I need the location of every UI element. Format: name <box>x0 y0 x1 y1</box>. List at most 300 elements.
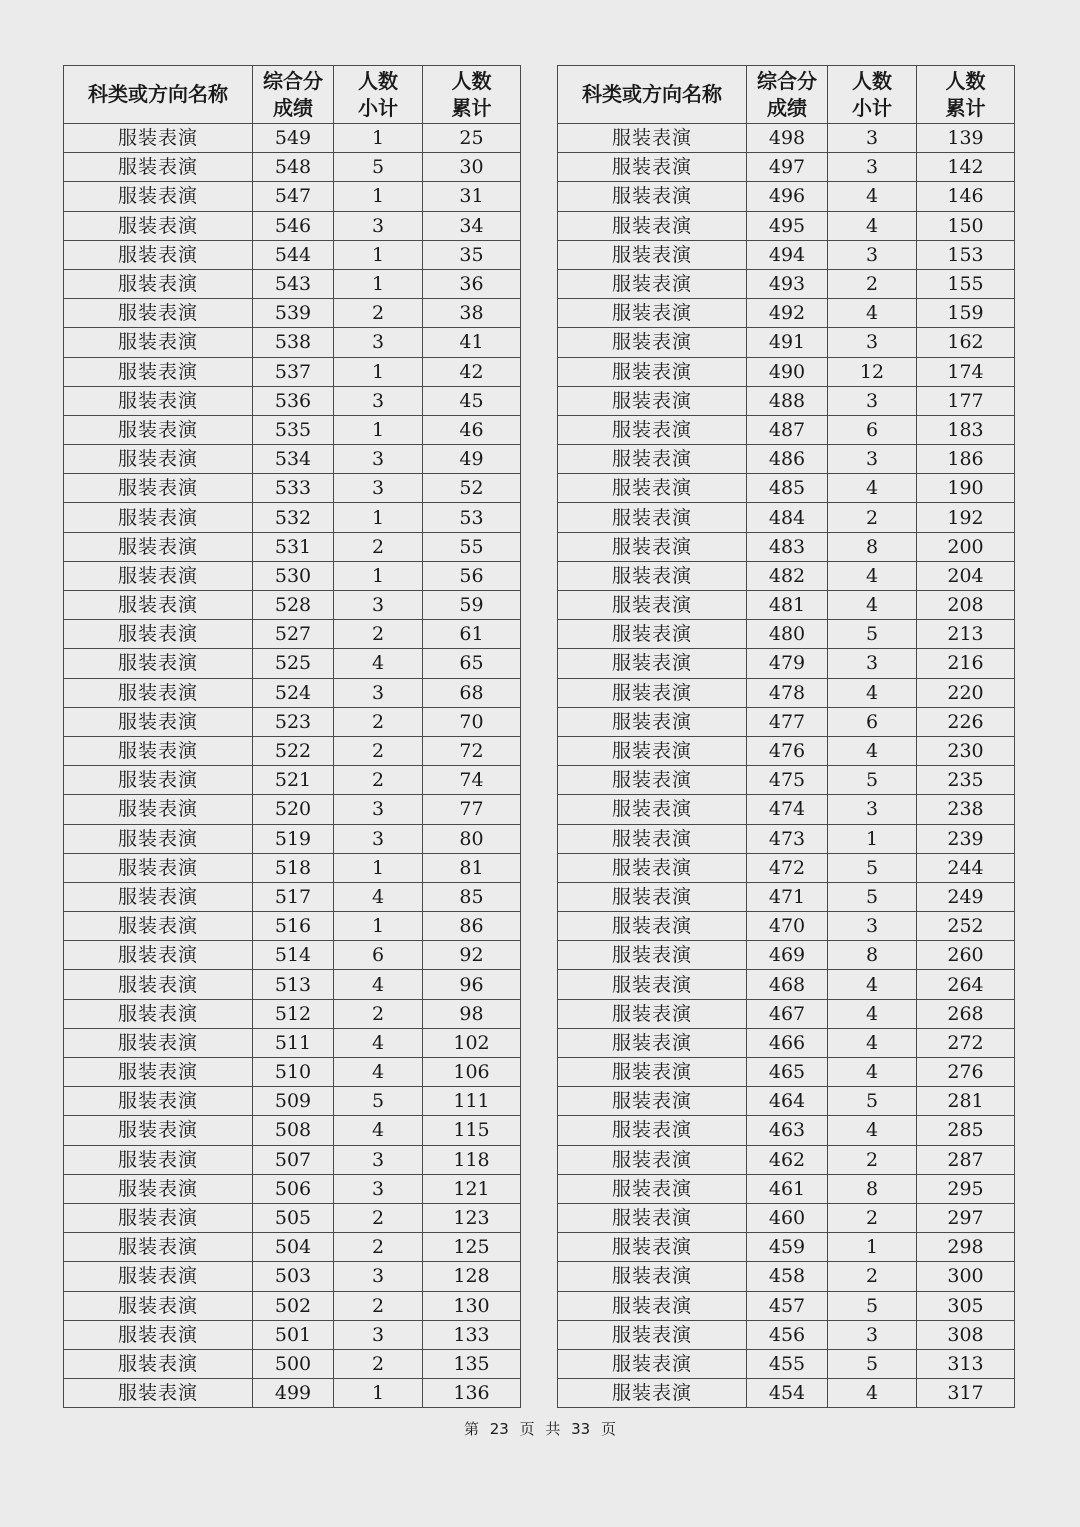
table-row <box>64 328 521 357</box>
cell-score: 482 <box>747 561 828 590</box>
cell-major-name: 服装表演 <box>64 1379 253 1408</box>
cell-cumulative: 300 <box>917 1262 1015 1291</box>
cell-cumulative: 204 <box>917 561 1015 590</box>
cell-major-name: 服装表演 <box>558 1291 747 1320</box>
cell-score: 547 <box>253 182 334 211</box>
table-row <box>64 1262 521 1291</box>
table-row <box>558 1233 1015 1262</box>
cell-count: 3 <box>334 795 423 824</box>
header-cumulative-line2: 累计 <box>451 95 492 120</box>
cell-cumulative: 98 <box>423 999 521 1028</box>
header-count-line2: 小计 <box>358 95 398 120</box>
cell-count: 3 <box>828 386 917 415</box>
cell-count: 4 <box>828 1116 917 1145</box>
cell-count: 4 <box>828 678 917 707</box>
cell-cumulative: 59 <box>423 591 521 620</box>
cell-score: 481 <box>747 591 828 620</box>
cell-count: 1 <box>828 1233 917 1262</box>
header-cumulative-line1: 人数 <box>451 68 492 93</box>
cell-major-name: 服装表演 <box>64 1262 253 1291</box>
table-row <box>558 707 1015 736</box>
cell-count: 3 <box>334 1262 423 1291</box>
cell-score: 536 <box>253 386 334 415</box>
cell-cumulative: 190 <box>917 474 1015 503</box>
cell-count: 3 <box>334 211 423 240</box>
cell-cumulative: 153 <box>917 240 1015 269</box>
cell-count: 3 <box>334 1145 423 1174</box>
cell-score: 464 <box>747 1087 828 1116</box>
page-footer: 第 23 页 共 33 页 <box>463 1420 616 1438</box>
cell-cumulative: 142 <box>917 153 1015 182</box>
cell-major-name: 服装表演 <box>558 707 747 736</box>
cell-count: 1 <box>334 503 423 532</box>
cell-count: 4 <box>828 1058 917 1087</box>
score-table-left <box>63 65 521 1408</box>
cell-score: 530 <box>253 561 334 590</box>
table-row <box>64 1203 521 1232</box>
cell-count: 2 <box>334 1349 423 1378</box>
cell-cumulative: 133 <box>423 1320 521 1349</box>
table-row <box>64 269 521 298</box>
cell-cumulative: 56 <box>423 561 521 590</box>
cell-count: 3 <box>828 240 917 269</box>
cell-count: 5 <box>828 853 917 882</box>
cell-major-name: 服装表演 <box>558 357 747 386</box>
cell-major-name: 服装表演 <box>64 941 253 970</box>
cell-score: 524 <box>253 678 334 707</box>
cell-major-name: 服装表演 <box>64 1349 253 1378</box>
cell-cumulative: 183 <box>917 415 1015 444</box>
cell-score: 523 <box>253 707 334 736</box>
cell-score: 520 <box>253 795 334 824</box>
cell-count: 8 <box>828 532 917 561</box>
cell-major-name: 服装表演 <box>558 1233 747 1262</box>
cell-score: 543 <box>253 269 334 298</box>
cell-score: 477 <box>747 707 828 736</box>
cell-cumulative: 77 <box>423 795 521 824</box>
cell-major-name: 服装表演 <box>64 1087 253 1116</box>
cell-cumulative: 235 <box>917 766 1015 795</box>
cell-major-name: 服装表演 <box>558 882 747 911</box>
table-row <box>558 1262 1015 1291</box>
cell-count: 4 <box>334 882 423 911</box>
cell-cumulative: 125 <box>423 1233 521 1262</box>
cell-cumulative: 65 <box>423 649 521 678</box>
cell-count: 4 <box>828 1028 917 1057</box>
cell-cumulative: 159 <box>917 299 1015 328</box>
cell-major-name: 服装表演 <box>558 824 747 853</box>
table-row <box>64 999 521 1028</box>
cell-major-name: 服装表演 <box>558 1087 747 1116</box>
cell-score: 455 <box>747 1349 828 1378</box>
cell-score: 485 <box>747 474 828 503</box>
cell-count: 4 <box>828 474 917 503</box>
header-count-line2: 小计 <box>852 95 892 120</box>
cell-major-name: 服装表演 <box>64 1233 253 1262</box>
table-row <box>64 736 521 765</box>
cell-count: 3 <box>828 328 917 357</box>
cell-cumulative: 177 <box>917 386 1015 415</box>
cell-major-name: 服装表演 <box>558 1116 747 1145</box>
cell-score: 532 <box>253 503 334 532</box>
cell-count: 3 <box>828 124 917 153</box>
cell-cumulative: 118 <box>423 1145 521 1174</box>
cell-cumulative: 298 <box>917 1233 1015 1262</box>
cell-count: 3 <box>334 386 423 415</box>
cell-count: 2 <box>334 999 423 1028</box>
cell-score: 510 <box>253 1058 334 1087</box>
cell-major-name: 服装表演 <box>64 999 253 1028</box>
cell-score: 463 <box>747 1116 828 1145</box>
cell-cumulative: 200 <box>917 532 1015 561</box>
cell-score: 473 <box>747 824 828 853</box>
cell-cumulative: 260 <box>917 941 1015 970</box>
cell-count: 6 <box>828 415 917 444</box>
cell-cumulative: 136 <box>423 1379 521 1408</box>
table-row <box>64 1028 521 1057</box>
cell-cumulative: 238 <box>917 795 1015 824</box>
table-row <box>558 941 1015 970</box>
cell-major-name: 服装表演 <box>64 970 253 999</box>
table-row <box>64 357 521 386</box>
header-count <box>828 66 917 124</box>
cell-major-name: 服装表演 <box>558 211 747 240</box>
cell-score: 488 <box>747 386 828 415</box>
cell-cumulative: 41 <box>423 328 521 357</box>
cell-cumulative: 36 <box>423 269 521 298</box>
cell-cumulative: 244 <box>917 853 1015 882</box>
cell-major-name: 服装表演 <box>558 970 747 999</box>
cell-score: 494 <box>747 240 828 269</box>
cell-major-name: 服装表演 <box>558 269 747 298</box>
cell-major-name: 服装表演 <box>64 1116 253 1145</box>
cell-major-name: 服装表演 <box>558 1058 747 1087</box>
cell-cumulative: 295 <box>917 1174 1015 1203</box>
cell-score: 535 <box>253 415 334 444</box>
cell-major-name: 服装表演 <box>64 707 253 736</box>
table-row <box>558 912 1015 941</box>
cell-count: 3 <box>828 153 917 182</box>
cell-major-name: 服装表演 <box>64 1028 253 1057</box>
table-row <box>64 707 521 736</box>
cell-cumulative: 74 <box>423 766 521 795</box>
cell-count: 1 <box>828 824 917 853</box>
table-row <box>558 182 1015 211</box>
cell-major-name: 服装表演 <box>64 124 253 153</box>
table-row <box>64 1233 521 1262</box>
table-row <box>64 766 521 795</box>
table-row <box>64 124 521 153</box>
cell-score: 527 <box>253 620 334 649</box>
cell-count: 2 <box>334 766 423 795</box>
header-count-line1: 人数 <box>358 68 398 93</box>
cell-count: 4 <box>828 182 917 211</box>
cell-score: 538 <box>253 328 334 357</box>
cell-count: 2 <box>828 1145 917 1174</box>
cell-cumulative: 35 <box>423 240 521 269</box>
cell-cumulative: 61 <box>423 620 521 649</box>
cell-count: 2 <box>334 736 423 765</box>
table-row <box>558 882 1015 911</box>
table-row <box>64 240 521 269</box>
cell-count: 1 <box>334 853 423 882</box>
cell-count: 2 <box>334 1233 423 1262</box>
cell-score: 544 <box>253 240 334 269</box>
table-row <box>558 415 1015 444</box>
cell-major-name: 服装表演 <box>64 299 253 328</box>
cell-count: 2 <box>828 503 917 532</box>
cell-score: 531 <box>253 532 334 561</box>
cell-count: 4 <box>334 1028 423 1057</box>
cell-count: 8 <box>828 1174 917 1203</box>
cell-count: 1 <box>334 124 423 153</box>
cell-major-name: 服装表演 <box>558 240 747 269</box>
cell-cumulative: 186 <box>917 445 1015 474</box>
table-row <box>558 1058 1015 1087</box>
cell-score: 508 <box>253 1116 334 1145</box>
table-row <box>64 1145 521 1174</box>
cell-major-name: 服装表演 <box>558 561 747 590</box>
header-score <box>747 66 828 124</box>
cell-count: 3 <box>828 795 917 824</box>
cell-major-name: 服装表演 <box>558 299 747 328</box>
cell-score: 487 <box>747 415 828 444</box>
cell-count: 5 <box>334 1087 423 1116</box>
table-row <box>64 1291 521 1320</box>
table-row <box>64 1058 521 1087</box>
cell-cumulative: 52 <box>423 474 521 503</box>
cell-major-name: 服装表演 <box>558 591 747 620</box>
cell-score: 511 <box>253 1028 334 1057</box>
cell-cumulative: 192 <box>917 503 1015 532</box>
cell-major-name: 服装表演 <box>64 1203 253 1232</box>
cell-count: 3 <box>334 474 423 503</box>
table-row <box>558 1379 1015 1408</box>
table-row <box>64 970 521 999</box>
cell-score: 458 <box>747 1262 828 1291</box>
cell-count: 1 <box>334 1379 423 1408</box>
cell-score: 499 <box>253 1379 334 1408</box>
cell-major-name: 服装表演 <box>64 649 253 678</box>
cell-score: 548 <box>253 153 334 182</box>
cell-count: 5 <box>828 1349 917 1378</box>
table-row <box>64 1116 521 1145</box>
cell-count: 2 <box>334 707 423 736</box>
cell-cumulative: 305 <box>917 1291 1015 1320</box>
header-name: 科类或方向名称 <box>558 66 747 124</box>
cell-major-name: 服装表演 <box>558 795 747 824</box>
cell-count: 4 <box>828 561 917 590</box>
cell-cumulative: 272 <box>917 1028 1015 1057</box>
cell-cumulative: 38 <box>423 299 521 328</box>
header-name: 科类或方向名称 <box>64 66 253 124</box>
table-row <box>558 649 1015 678</box>
table-row <box>558 970 1015 999</box>
cell-count: 3 <box>334 824 423 853</box>
cell-count: 8 <box>828 941 917 970</box>
table-row <box>64 1174 521 1203</box>
table-row <box>558 736 1015 765</box>
cell-major-name: 服装表演 <box>558 1203 747 1232</box>
cell-major-name: 服装表演 <box>558 736 747 765</box>
cell-score: 528 <box>253 591 334 620</box>
cell-score: 507 <box>253 1145 334 1174</box>
cell-major-name: 服装表演 <box>64 445 253 474</box>
cell-major-name: 服装表演 <box>558 1379 747 1408</box>
table-row <box>64 853 521 882</box>
table-row <box>64 882 521 911</box>
cell-cumulative: 155 <box>917 269 1015 298</box>
cell-cumulative: 313 <box>917 1349 1015 1378</box>
cell-count: 1 <box>334 182 423 211</box>
cell-score: 480 <box>747 620 828 649</box>
cell-cumulative: 49 <box>423 445 521 474</box>
cell-major-name: 服装表演 <box>558 912 747 941</box>
table-row <box>558 1174 1015 1203</box>
table-row <box>64 912 521 941</box>
cell-major-name: 服装表演 <box>558 1174 747 1203</box>
cell-cumulative: 252 <box>917 912 1015 941</box>
cell-cumulative: 102 <box>423 1028 521 1057</box>
cell-cumulative: 68 <box>423 678 521 707</box>
cell-major-name: 服装表演 <box>64 532 253 561</box>
cell-score: 539 <box>253 299 334 328</box>
table-row <box>64 941 521 970</box>
cell-score: 469 <box>747 941 828 970</box>
cell-major-name: 服装表演 <box>558 182 747 211</box>
cell-major-name: 服装表演 <box>558 445 747 474</box>
cell-score: 517 <box>253 882 334 911</box>
cell-score: 513 <box>253 970 334 999</box>
cell-count: 3 <box>334 1320 423 1349</box>
cell-major-name: 服装表演 <box>64 882 253 911</box>
cell-cumulative: 34 <box>423 211 521 240</box>
table-row <box>558 328 1015 357</box>
cell-cumulative: 249 <box>917 882 1015 911</box>
cell-score: 491 <box>747 328 828 357</box>
cell-cumulative: 226 <box>917 707 1015 736</box>
cell-score: 512 <box>253 999 334 1028</box>
cell-score: 467 <box>747 999 828 1028</box>
cell-cumulative: 92 <box>423 941 521 970</box>
cell-score: 466 <box>747 1028 828 1057</box>
table-row <box>64 561 521 590</box>
cell-cumulative: 276 <box>917 1058 1015 1087</box>
cell-count: 2 <box>828 1262 917 1291</box>
header-score-line1: 综合分 <box>263 68 323 93</box>
table-row <box>64 153 521 182</box>
header-cumulative <box>917 66 1015 124</box>
cell-cumulative: 31 <box>423 182 521 211</box>
cell-major-name: 服装表演 <box>558 124 747 153</box>
cell-score: 522 <box>253 736 334 765</box>
table-row <box>558 357 1015 386</box>
cell-score: 533 <box>253 474 334 503</box>
cell-score: 478 <box>747 678 828 707</box>
cell-score: 506 <box>253 1174 334 1203</box>
cell-cumulative: 135 <box>423 1349 521 1378</box>
table-row <box>558 503 1015 532</box>
table-row <box>64 620 521 649</box>
table-row <box>558 445 1015 474</box>
cell-major-name: 服装表演 <box>558 678 747 707</box>
cell-major-name: 服装表演 <box>64 357 253 386</box>
table-row <box>558 299 1015 328</box>
cell-major-name: 服装表演 <box>64 240 253 269</box>
cell-cumulative: 239 <box>917 824 1015 853</box>
cell-score: 470 <box>747 912 828 941</box>
table-row <box>558 1349 1015 1378</box>
cell-cumulative: 128 <box>423 1262 521 1291</box>
cell-score: 525 <box>253 649 334 678</box>
cell-cumulative: 106 <box>423 1058 521 1087</box>
cell-score: 504 <box>253 1233 334 1262</box>
cell-score: 454 <box>747 1379 828 1408</box>
header-count-line1: 人数 <box>852 68 892 93</box>
table-row <box>558 124 1015 153</box>
table-row <box>64 532 521 561</box>
table-row <box>558 386 1015 415</box>
cell-score: 474 <box>747 795 828 824</box>
cell-cumulative: 81 <box>423 853 521 882</box>
cell-count: 1 <box>334 912 423 941</box>
cell-count: 1 <box>334 357 423 386</box>
cell-score: 514 <box>253 941 334 970</box>
header-cumulative-line1: 人数 <box>945 68 986 93</box>
cell-count: 5 <box>828 1291 917 1320</box>
cell-major-name: 服装表演 <box>558 1320 747 1349</box>
cell-major-name: 服装表演 <box>558 853 747 882</box>
cell-score: 546 <box>253 211 334 240</box>
cell-cumulative: 281 <box>917 1087 1015 1116</box>
cell-major-name: 服装表演 <box>64 211 253 240</box>
table-header-row <box>558 66 1015 124</box>
cell-cumulative: 53 <box>423 503 521 532</box>
cell-major-name: 服装表演 <box>558 415 747 444</box>
cell-score: 457 <box>747 1291 828 1320</box>
cell-major-name: 服装表演 <box>558 1349 747 1378</box>
cell-count: 5 <box>828 1087 917 1116</box>
cell-score: 501 <box>253 1320 334 1349</box>
cell-score: 459 <box>747 1233 828 1262</box>
cell-count: 12 <box>828 357 917 386</box>
cell-count: 4 <box>334 970 423 999</box>
table-row <box>558 1291 1015 1320</box>
cell-major-name: 服装表演 <box>64 620 253 649</box>
cell-score: 456 <box>747 1320 828 1349</box>
cell-cumulative: 115 <box>423 1116 521 1145</box>
cell-major-name: 服装表演 <box>64 1320 253 1349</box>
score-table-right <box>557 65 1015 1408</box>
cell-count: 1 <box>334 561 423 590</box>
table-row <box>558 269 1015 298</box>
cell-cumulative: 162 <box>917 328 1015 357</box>
cell-major-name: 服装表演 <box>558 1028 747 1057</box>
table-row <box>64 824 521 853</box>
cell-count: 3 <box>334 328 423 357</box>
cell-cumulative: 30 <box>423 153 521 182</box>
cell-cumulative: 45 <box>423 386 521 415</box>
cell-major-name: 服装表演 <box>64 328 253 357</box>
table-body-right <box>558 124 1015 1408</box>
cell-cumulative: 72 <box>423 736 521 765</box>
cell-major-name: 服装表演 <box>558 620 747 649</box>
cell-cumulative: 317 <box>917 1379 1015 1408</box>
table-row <box>64 415 521 444</box>
table-row <box>64 445 521 474</box>
cell-cumulative: 46 <box>423 415 521 444</box>
cell-count: 1 <box>334 415 423 444</box>
